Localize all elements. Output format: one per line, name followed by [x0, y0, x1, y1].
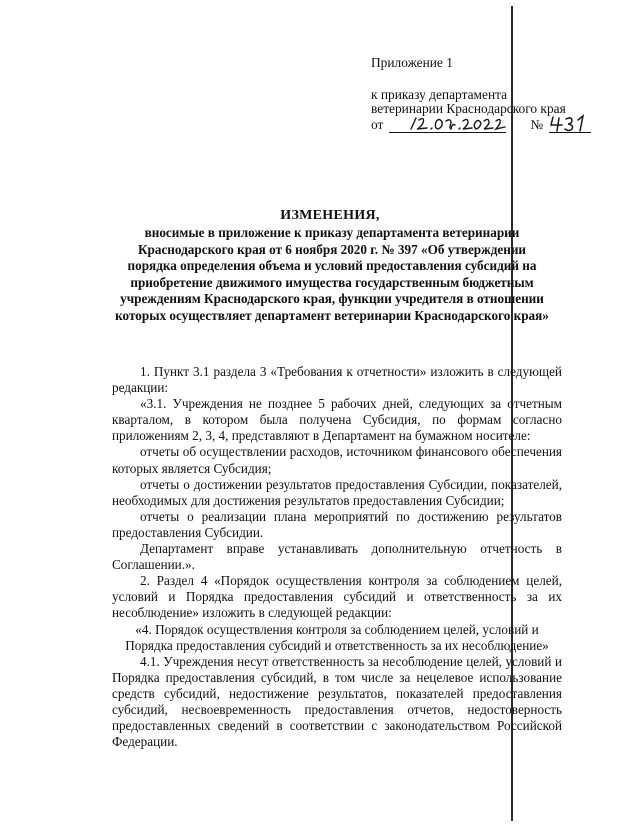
to-order-line: к приказу департамента [371, 87, 508, 102]
section-heading: «4. Порядок осуществления контроля за соблюдением целей, условий и Порядка предоставления субсидий и ответственность за их несоблюдение» [125, 621, 549, 653]
department-line: ветеринарии Краснодарского края [371, 101, 566, 116]
document-subtitle: вносимые в приложение к приказу департамента ветеринарии Краснодарского края от 6 ноября 2020 г. № 397 «Об утверждении порядка определения объема и условий предоставления субсидий на приобретение движимого имущества государственным бюджетным учреждениям Краснодарского края, функции учредителя в отношении которых осуществляет департамент ветеринарии Краснодарского края» [115, 225, 549, 323]
paragraph: 1. Пункт 3.1 раздела 3 «Требования к отчетности» изложить в следующей редакции: [112, 364, 562, 396]
number-label: № [530, 117, 544, 132]
paragraph: 2. Раздел 4 «Порядок осуществления контроля за соблюдением целей, условий и Порядка предоставления субсидий и ответственность за их несоблюдение» изложить в следующей редакции: [112, 573, 562, 621]
paragraph: отчеты об осуществлении расходов, источником финансового обеспечения которых является Субсидия; [112, 444, 562, 476]
appendix-label: Приложение 1 [371, 55, 453, 70]
paragraph: отчеты о достижении результатов предоставления Субсидии, показателей, необходимых для достижения результатов предоставления Субсидии; [112, 476, 562, 508]
handwritten-date-signature [389, 114, 506, 134]
paragraph: 4.1. Учреждения несут ответственность за несоблюдение целей, условий и Порядка предоставления субсидий, в том числе за нецелевое использование средств субсидий, недостижение результатов, показателей предоставления субсидий, несвоевременность предоставления отчетов, недостоверность предоставленных сведений в соответствии с законодательством Российской Федерации. [112, 653, 562, 750]
paragraph: «3.1. Учреждения не позднее 5 рабочих дней, следующих за отчетным кварталом, в котором была получена Субсидия, по формам согласно приложениям 2, 3, 4, представляют в Департамент на бумажном носителе: [112, 396, 562, 444]
paragraph: отчеты о реализации плана мероприятий по достижению результатов предоставления Субсидии. [112, 508, 562, 540]
date-number-line [371, 117, 591, 133]
handwritten-number-signature [549, 114, 591, 134]
from-label: от [371, 117, 384, 132]
paragraph: Департамент вправе устанавливать дополнительную отчетность в Соглашении.». [112, 541, 562, 573]
document-title: ИЗМЕНЕНИЯ, [280, 208, 380, 223]
document-body [112, 364, 562, 750]
handwritten-date [389, 118, 506, 133]
handwritten-number [549, 118, 591, 133]
